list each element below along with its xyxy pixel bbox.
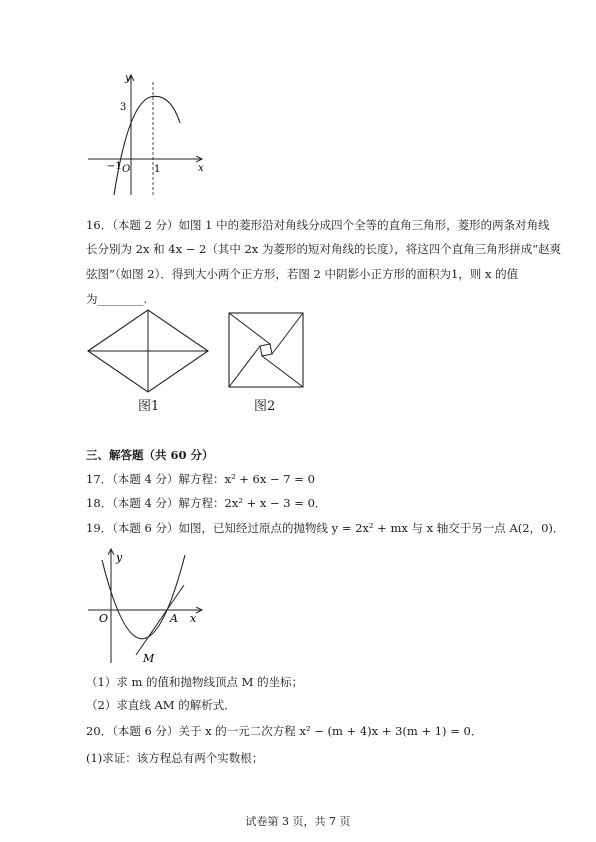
q19-part-2: （2）求直线 AM 的解析式．	[86, 698, 236, 712]
figure-2-zhao-shuang-diagram	[226, 310, 306, 390]
x-axis-label: x	[198, 163, 204, 174]
page-footer: 试卷第 3 页，共 7 页	[245, 815, 351, 828]
point-A-label: A	[170, 612, 178, 625]
x-axis-label: x	[190, 612, 197, 625]
tick-label-neg1: −1	[107, 161, 122, 172]
figure-2-label: 图2	[254, 399, 276, 414]
figure-1-label: 图1	[138, 399, 160, 414]
y-axis-label: y	[125, 73, 131, 84]
triangle-edge-1	[229, 313, 270, 344]
q19-text: 19．（本题 6 分）如图，已知经过原点的抛物线 y = 2x² + mx 与 x 轴交于另一点 A(2，0)．	[86, 521, 565, 535]
q16-line-3: 弦图”（如图 2）．得到大小两个正方形，若图 2 中阴影小正方形的面积为1，则 x 的值	[86, 267, 519, 281]
triangle-edge-4	[229, 346, 260, 387]
origin-label: O	[122, 164, 131, 175]
triangle-edge-3	[262, 356, 303, 387]
q18-text: 18．（本题 4 分）解方程：2x² + x − 3 = 0．	[86, 496, 327, 510]
parabola-graph-2	[84, 545, 204, 667]
figure-1-rhombus	[86, 307, 210, 395]
q19-part-1: （1）求 m 的值和抛物线顶点 M 的坐标；	[86, 675, 304, 689]
q20-part-1: (1)求证：该方程总有两个实数根；	[86, 751, 264, 765]
y-axis-label: y	[116, 551, 123, 564]
q20-text: 20．（本题 6 分）关于 x 的一元二次方程 x² − (m + 4)x + 3(m + 1) = 0．	[86, 724, 483, 738]
shaded-small-square	[260, 344, 272, 356]
q16-line-2: 长分别为 2x 和 4x − 2（其中 2x 为菱形的短对角线的长度），将这四个直角三角形拼成“赵爽	[86, 242, 562, 256]
point-M-label: M	[143, 652, 155, 665]
q16-line-1: 16．（本题 2 分）如图 1 中的菱形沿对角线分成四个全等的直角三角形，菱形的两条对角线	[86, 218, 550, 232]
parabola-graph-1	[80, 70, 210, 200]
triangle-edge-2	[272, 313, 303, 354]
parabola-curve	[102, 555, 185, 639]
section-3-heading: 三、解答题（共 60 分）	[86, 448, 214, 462]
q17-text: 17．（本题 4 分）解方程：x² + 6x − 7 = 0	[86, 472, 315, 486]
tick-label-1: 1	[154, 164, 161, 175]
q16-line-4: 为________.	[86, 292, 148, 306]
tick-label-3: 3	[120, 102, 127, 113]
origin-label: O	[99, 612, 109, 625]
